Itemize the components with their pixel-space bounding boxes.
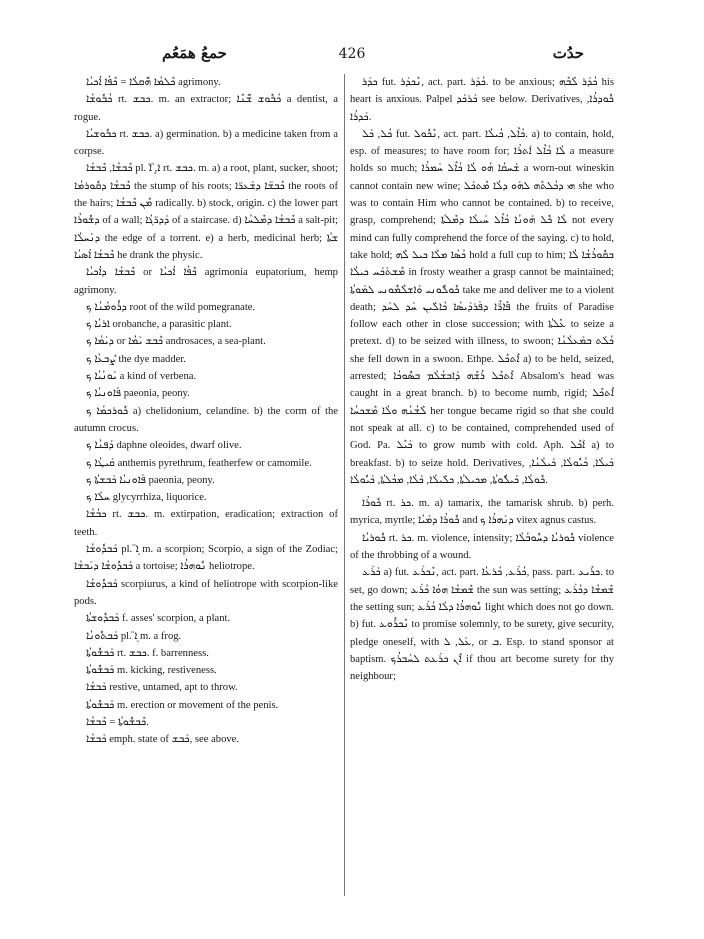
entry: ܩܰܝܛܳܐ ܟ anthemis pyrethrum, featherfew or camomile. [86,457,312,469]
entry: ܚܠܳܐ ܟ glycyrrhiza, liquorice. [86,492,207,504]
entry: ܟܶܠܡܳܐ ܗܶ̈ܩܠܳܐ = ܟܶܦܳܐ ܐܳܟܝܳܐ agrimony. [86,77,221,88]
entry: ܟܶܒܫܽܘܬܳܐ = ܟܶܒܫܳܐ. [86,716,149,728]
entry: ܟܰܒܕܽܘܫܬܳܐ f. asses' scorpion, a plant. [86,613,231,625]
left-column [74,74,338,900]
entry: ܟܶܒܫܳܐ ܕܐܳܟܝܳܐ or ܟܶܦܳܐ ܐܳܟܝܳܐ agrimonia eupatorium, hemp agrimony. [74,267,338,296]
running-head-left: حمعُ همَعُم [162,44,227,62]
page-number: 426 [338,46,366,62]
entry: ܟܰܪܰܥ a) fut. ܢܶܟܪܰܥ, act. part. ܟܳܪܰܥ, ܟܳܪܥܳܐ, pass. part. ܟܪܺܝܥ. to set, go down; ܫܶܡܫܳܐ ܗܘܳܐ ܟܳܪܰܥ the sun was setting; ܫܶܡܫܳܐ ܕܟܳܪܰܥ the setting sun; ܢܽܘܗܪܳܐ ܕܠܳܐ ܟܳܪܰܥ light which does not go down. b) fut. ܢܶܟܪܽܘܥ to promise solemnly, to be surety, give security, pledge oneself, with ܥܰܠ, ܠ, or ܒ. Esp. to stand sponsor at baptism. ܐܶܢ ܟܪܰܥܬ ܠܚܰܒܪܳܟ if thou art become surety for thy neighbour; [350,567,614,683]
entry: ܟܰܒܕܽܘܫܳܐ scorpiurus, a kind of heliotrope with scorpion-like pods. [74,578,338,607]
entry: ܟܰܒܫܽܘܬܳܐ m. erection or movement of the penis. [86,699,279,711]
entry: ܨܶܒܥܳܐ ܟ the dye madder. [86,353,186,365]
entry: ܟܰܒܫܽܘܬܳܐ rt. ܟܒܫ. f. barrenness. [86,647,209,659]
running-head-right: حدُت [552,44,584,62]
entry: ܟܰܒܫܽܘܬܳܐ m. kicking, restiveness. [86,665,217,677]
entry: ܟܰܒܫܳܐ restive, untamed, apt to throw. [86,682,238,694]
entry: ܦܰܐܘܢܝܳܐ ܟܰܒܫܬܳܐ ܟ paeonia, peony. [86,474,215,486]
entry: ܕܰܦܢܳܐ ܟ daphne oleoides, dwarf olive. [86,440,242,452]
entry: ܐܪܝܳܐ ܟ orobanche, a parasitic plant. [86,319,232,331]
entry: ܟܽܘܪܝܳܐ rt. ܟܪ. m. violence, intensity; ܟܽܘܪܝܳܐ ܕܚܽܘܒܳܠܳܐ violence of the throbbing of a wound. [350,532,614,562]
entry: ܕܪܽܘܡܳܢܳܐ ܟ root of the wild pomegranate. [86,301,256,313]
entry: ܟܳܠ, ܟܰܠ fut. ܢܶܟܽܘܠ, act. part. ܟܳܐܶܠ, ܟܳܝܠܳܐ. a) to contain, hold, esp. of measures; to have room for; ܠܳܐ ܟܳܐܶܠ ܐܰܬܪܳܐ a measure holds so much; ܫܰܚܩܳܐ ܗܳܘ ܠܳܐ ܟܳܐܶܠ ܚܰܡܪܳܐ a worn-out wineskin cannot contain new wine; ܗܝ ܕܟܳܠܬܶܗ ܠܗܰܘ ܕܠܳܐ ܡܶܬܟܰܠ she who was to contain Him who cannot be contained. b) to receive, grasp, comprehend; ܠܳܐ ܟܽܠ ܗܰܘܢܳܐ ܟܳܐܶܠ ܚܰܝܠܳܐ ܕܡܶܠܬܳܐ not every mind can fully comprehend the force of the saying. c) to hold, take hold; ܟܳܣܳܐ ܡܠܶܐ ܟܝܠ ܠܶܗ hold a full cup to him; ܒܩܽܘܪܳܫܳܐ ܠܳܐ ܡܶܫܬܰܟܰܚ ܟܝܠܳܐ in frosty weather a grasp cannot be maintained; ܟܽܘܠܽܘܢܝ ܘܰܐܫܠܶܡܽܘܢܝ ܠܡܰܘܬܳܐ take me and deliver me to a violent death; ܦܺܐܪ̈ܶܐ ܕܦܰܪܕܰܝܣܳܐ ܟܳܐܠܺܝܢ ܚܰܕ ܠܚܰܕ the fruits of Paradise follow each other in close succession; with ܥܶܠܬܳܐ to seize a pretext. d) to be seized with illness, to swoon; ܟܳܠܰܬ ܒܡܰܥܠܳܢܳܐ she fell down in a swoon. Ethpe. ܐܶܬܟܶܠ a) to be held, seized, arrested; ܐܶܬܟܶܠ ܪܺܫܶܗ ܕܰܐܒܫܳܠܳܡ ܒܣܽܘܟܳܐ Absalom's head was caught in a great branch. b) to become numb, rigid; ܐܶܬܟܶܠ ܠܶܫܳܢܳܗ ܘܠܳܐ ܡܶܫܟܚܳܐ her tongue became rigid so that she could not speak at all. c) to be contained, comprehended used of God. Pa. ܟܰܝܶܠ to grow numb with cold. Aph. ܐܰܟܶܠ a) to breakfast. b) to seize hold. Derivatives, ܟܰܝܠܳܐ, ܟܳܝܽܘܠܳܐ, ܟܰܝܠܳܢܳܐ, ܟܽܘܠܳܐ, ܟܰܝܠܽܘܬܳܐ, ܡܟܝܠܬܳܐ, ܟܠܺܝܠܳܐ, ܟܰܠܳܐ, ܡܟܳܠܬܳܐ, ܟܰܝܽܘܠܳܐ. [350,128,614,486]
entry: ܟܰܒܬܽܘܢܳܐ pl. ܸ̈ܐ m. a frog. [86,630,182,642]
entry: ܟܒܳܫܳܐ rt. ܟܒܫ. m. extirpation, eradication; extraction of teeth. [74,509,338,538]
entry: ܟܕܰܪ fut. ܢܶܟܕܰܪ, act. part. ܟܳܕܰܪ. to be anxious; ܟܳܕܰܪ ܠܶܒܶܗ his heart is anxious. Palpel ܟܰܪܟܰܕ see below. Derivatives, ܟܽܘܕܪܳܐ, ܟܰܕܪܳܐ. [350,77,614,123]
column-rule [344,74,345,896]
running-head [70,44,634,66]
entry: ܟܒܽܘܫܝܳܐ rt. ܟܒܫ. a) germination. b) a medicine taken from a corpse. [74,128,338,158]
entry: ܦܰܐܘܢܝܳܐ ܟ paeonia, peony. [86,388,190,400]
right-column [350,74,614,900]
entry: ܟܳܒܽܘܫܳܐ rt. ܟܒܫ. m. an extractor; ܟܳܒܽܘܫ ܫܶ̈ܢܶܐ a dentist, a rogue. [74,94,338,123]
entry: ܝܰܘܢܳܝܳܐ ܟ a kind of verbena. [86,371,197,383]
entry: ܟܶܒܫܳܐ, ܟܶܒܫܳܐ pl. ܵܐ, ܸ̈ܐ rt. ܟܒܫ. m. a) a root, plant, sucker, shoot; ܟܶܒܫܳܐ ܕܩܽܘܪܡܳܐ the stump of his roots; ܟܶܒܫ̈ܐ ܕܫܰܥܪ̈ܐ the roots of the hairs; ܡܶܢ ܟܶܒܫܳܐ radically. b) stock, origin. c) the lower part ܕܫܽܘܪܳܐ of a wall; ܕܰܕܪ̈ܓܳܐ of a staircase. d) ܟܶܒܫܳܐ ܕܡܶܠܚܳܐ a salt-pit; ܕܢܰܚܠܳܐ the edge of a torrent. e) a herb, medicinal herb; ܫܬܳܐ ܟܶܒܫܳܐ ܐܳܣܝܳܐ he drank the physic. [74,163,338,261]
entry: ܟܽܘܪܟܡܳܐ ܟ a) chelidonium, celandine. b) the corm of the autumn crocus. [74,405,338,434]
entry: ܟܽܘܪܳܐ rt. ܟܪ. m. a) tamarix, the tamarisk shrub. b) perh. myrica, myrtle; ܟܽܘܪܳܐ ܕܡܰܝܳܐ and ܕܢܰܗܪܳܐ ܟ vitex agnus castus. [350,498,614,527]
entry: ܟܰܒܫܳܐ emph. state of ܟܰܒܫ, see above. [86,734,240,746]
entry: ܟܰܒܕܽܘܫܳܐ pl. ܸ̈ܐ m. a scorpion; Scorpio, a sign of the Zodiac; ܟܰܒܕܽܘܫܳܐ ܕܝܰܒܫܳܐ a tortoise; ܢܽܘܗܪܳܐ heliotrope. [74,544,338,573]
entry: ܕܝܰܡܳܐ ܟ or ܟܶܒܫ ܝܰܡܳܐ androsaces, a sea-plant. [86,336,266,348]
